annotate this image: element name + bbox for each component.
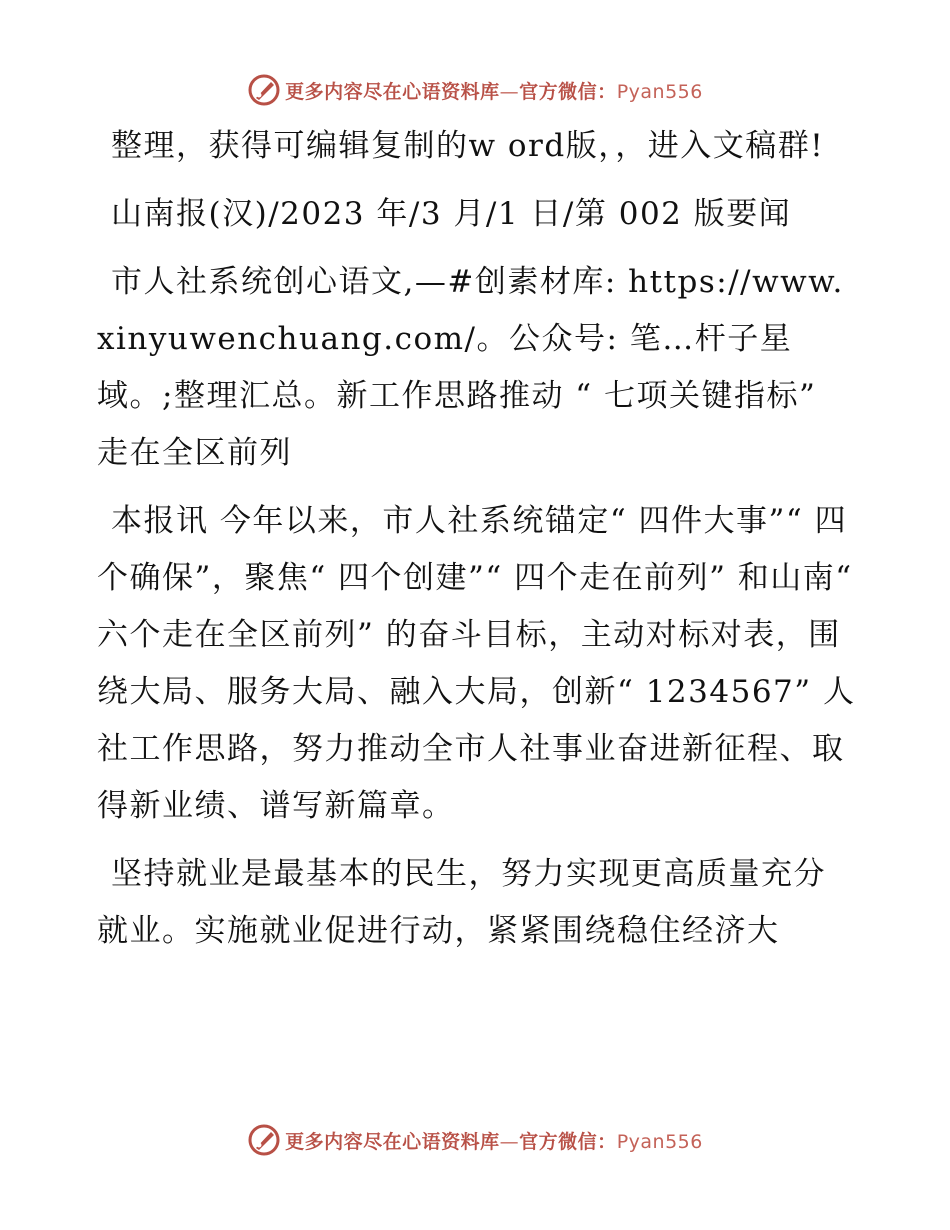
paragraph-source-line: 山南报(汉)/2023 年/3 月/1 日/第 002 版要闻: [111, 196, 792, 232]
quill-logo-icon: [247, 1123, 281, 1157]
watermark-text: 更多内容尽在心语资料库—官方微信：Pyan556: [285, 80, 703, 103]
paragraph-headline: 市人社系统创心语文,—#创素材库: https://www.xinyuwenchuang.com/。公众号: 笔…杆子星域。;整理汇总。新工作思路推动 “ 七项关键指标” 走在全区前列: [97, 264, 844, 471]
paragraph-lead: 本报讯 今年以来，市人社系统锚定“ 四件大事”“ 四个确保”，聚焦“ 四个创建”“ 四个走在前列” 和山南“ 六个走在全区前列” 的奋斗目标，主动对标对表，围绕大局、服务大局、融入大局，创新“ 1234567” 人社工作思路，努力推动全市人社事业奋进新征程、取得新业绩、谱写新篇章。: [97, 503, 856, 824]
paragraph-intro: 整理，获得可编辑复制的w ord版，，进入文稿群!: [111, 128, 825, 164]
header-watermark-banner: [0, 70, 950, 110]
footer-watermark-banner: [0, 1120, 950, 1160]
document-body: [97, 118, 857, 971]
quill-logo-icon: [247, 73, 281, 107]
paragraph-employment: 坚持就业是最基本的民生，努力实现更高质量充分就业。实施就业促进行动，紧紧围绕稳住经济大: [97, 856, 826, 949]
watermark-text: 更多内容尽在心语资料库—官方微信：Pyan556: [285, 1130, 703, 1153]
